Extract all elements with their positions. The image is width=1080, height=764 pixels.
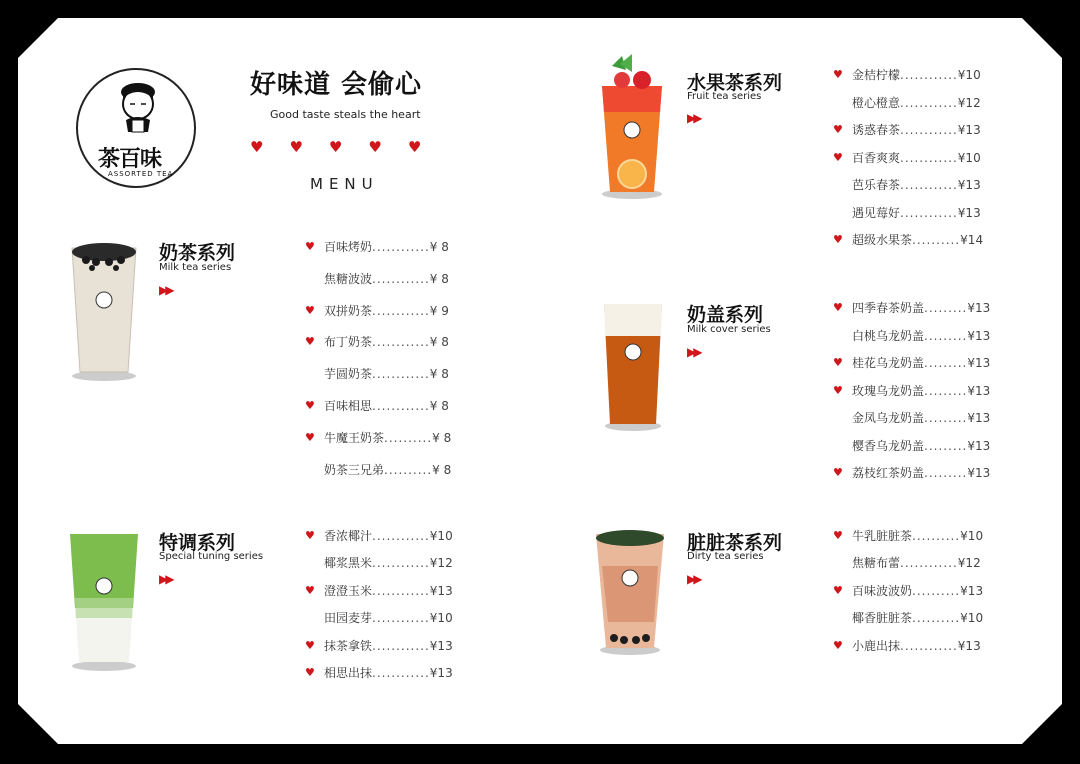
menu-heading: MENU	[310, 175, 379, 193]
heart-icon: ♥	[250, 138, 264, 156]
heart-icon: ♥	[305, 430, 315, 444]
item-price: ¥10	[960, 611, 984, 626]
item-price: ¥12	[429, 556, 453, 571]
menu-item	[852, 555, 981, 571]
menu-item	[324, 462, 451, 478]
menu-item	[324, 366, 449, 382]
fruit-tea-cup-image	[592, 52, 672, 202]
item-price: ¥ 8	[429, 335, 449, 350]
item-name: 澄澄玉米	[324, 583, 373, 598]
item-name: 芭乐春茶	[852, 178, 901, 192]
arrow-icon: ▶▶	[687, 345, 700, 359]
item-price: ¥13	[957, 205, 981, 220]
menu-item	[305, 528, 453, 544]
menu-item	[833, 355, 991, 371]
item-leader-dots: ............	[900, 205, 958, 220]
heart-icon: ♥	[833, 466, 843, 479]
item-name: 椰浆黑米	[324, 556, 373, 571]
menu-item	[833, 67, 981, 83]
menu-item	[833, 122, 981, 138]
heart-icon: ♥	[305, 335, 315, 349]
item-leader-dots: .........	[924, 328, 968, 343]
milk-tea-series-title: 奶茶系列	[159, 242, 236, 264]
menu-item	[833, 383, 991, 399]
item-price: ¥10	[429, 529, 453, 543]
heart-icon: ♥	[833, 301, 843, 314]
item-price: ¥13	[967, 383, 991, 398]
item-price: ¥12	[957, 556, 981, 571]
item-name: 牛魔王奶茶	[324, 430, 385, 445]
item-leader-dots: ..........	[384, 462, 433, 477]
item-name: 诱惑春茶	[852, 123, 901, 137]
menu-item	[833, 465, 991, 481]
menu-item	[852, 95, 981, 111]
heart-icon: ♥	[305, 240, 315, 253]
item-name: 桂花乌龙奶盖	[852, 356, 925, 370]
menu-item	[324, 610, 453, 626]
item-name: 百香爽爽	[852, 150, 901, 165]
item-name: 焦糖波波	[324, 271, 373, 286]
item-leader-dots: .........	[924, 466, 968, 480]
item-name: 布丁奶茶	[324, 335, 373, 350]
menu-item	[305, 583, 453, 599]
heart-icon: ♥	[289, 138, 303, 156]
item-price: ¥13	[957, 123, 981, 137]
menu-item	[833, 300, 991, 316]
item-name: 相思出抹	[324, 666, 373, 680]
item-leader-dots: ............	[372, 335, 430, 350]
menu-item	[833, 150, 981, 166]
item-name: 四季春茶奶盖	[852, 301, 925, 315]
hearts-decoration	[250, 140, 450, 155]
item-price: ¥14	[960, 233, 984, 247]
item-leader-dots: ............	[372, 240, 430, 254]
milk-tea-cup-image	[64, 238, 144, 383]
item-price: ¥10	[960, 529, 984, 543]
dirty-tea-series-subtitle: Dirty tea series	[687, 551, 764, 562]
heart-icon: ♥	[305, 529, 315, 542]
menu-item	[324, 555, 453, 571]
milk-cover-cup-image	[598, 300, 668, 432]
menu-item	[852, 410, 990, 426]
item-leader-dots: ............	[372, 666, 430, 680]
item-name: 田园麦芽	[324, 611, 373, 626]
item-leader-dots: ..........	[912, 583, 961, 598]
heart-icon: ♥	[328, 138, 343, 156]
item-name: 荔枝红茶奶盖	[852, 466, 925, 480]
item-price: ¥13	[967, 466, 991, 480]
item-leader-dots: ............	[900, 556, 958, 571]
item-price: ¥13	[957, 178, 981, 192]
item-leader-dots: ..........	[912, 233, 961, 247]
item-name: 奶茶三兄弟	[324, 462, 385, 477]
item-price: ¥13	[960, 583, 984, 598]
item-leader-dots: ............	[372, 399, 430, 413]
item-leader-dots: ............	[372, 271, 430, 286]
page-subtitle: Good taste steals the heart	[270, 108, 421, 121]
menu-item	[852, 610, 983, 626]
menu-item	[305, 334, 449, 350]
item-price: ¥ 9	[429, 303, 449, 318]
heart-icon: ♥	[833, 150, 843, 164]
dirty-tea-cup-image	[590, 526, 670, 656]
item-leader-dots: ............	[900, 68, 958, 82]
page-title: 好味道 会偷心	[250, 70, 423, 100]
item-price: ¥13	[967, 411, 991, 425]
logo-subtext: ASSORTED TEA	[108, 170, 174, 178]
heart-icon: ♥	[833, 68, 843, 81]
heart-icon: ♥	[833, 123, 843, 136]
item-leader-dots: ............	[372, 303, 430, 318]
item-leader-dots: ............	[372, 583, 430, 598]
menu-item	[305, 430, 452, 446]
item-price: ¥ 8	[432, 430, 452, 445]
heart-icon: ♥	[368, 138, 382, 156]
item-name: 芋圆奶茶	[324, 367, 373, 382]
milk-cover-series-title: 奶盖系列	[687, 304, 764, 326]
item-leader-dots: .........	[924, 411, 968, 425]
item-name: 焦糖布蕾	[852, 556, 901, 571]
arrow-icon: ▶▶	[159, 283, 172, 297]
heart-icon: ♥	[407, 138, 422, 156]
item-name: 白桃乌龙奶盖	[852, 328, 925, 343]
item-name: 抹茶拿铁	[324, 638, 373, 653]
item-name: 双拼奶茶	[324, 303, 373, 318]
item-price: ¥13	[967, 438, 991, 453]
item-leader-dots: ............	[372, 556, 430, 571]
item-leader-dots: ............	[372, 529, 430, 543]
heart-icon: ♥	[833, 583, 843, 597]
brand-logo	[76, 68, 196, 188]
item-name: 椰香脏脏茶	[852, 611, 913, 626]
item-price: ¥12	[957, 95, 981, 110]
item-name: 香浓椰汁	[324, 529, 373, 543]
item-name: 樱香乌龙奶盖	[852, 438, 925, 453]
item-name: 百味相思	[324, 399, 373, 413]
item-price: ¥ 8	[429, 271, 449, 286]
item-name: 超级水果茶	[852, 233, 913, 247]
menu-item	[852, 177, 981, 193]
menu-item	[852, 328, 990, 344]
item-price: ¥ 8	[429, 240, 449, 254]
item-price: ¥13	[429, 638, 453, 653]
item-price: ¥13	[967, 328, 991, 343]
menu-item	[305, 638, 453, 654]
menu-item	[305, 239, 449, 255]
fruit-tea-series-title: 水果茶系列	[687, 72, 783, 94]
arrow-icon: ▶▶	[159, 572, 172, 586]
item-leader-dots: ............	[900, 150, 958, 165]
menu-item	[833, 232, 984, 248]
item-name: 金桔柠檬	[852, 68, 901, 82]
item-price: ¥13	[429, 583, 453, 598]
item-leader-dots: ............	[372, 638, 430, 653]
special-series-title: 特调系列	[159, 532, 236, 554]
item-leader-dots: .........	[924, 438, 968, 453]
item-leader-dots: ............	[372, 367, 430, 382]
logo-wordmark: 茶百味	[98, 147, 162, 172]
heart-icon: ♥	[833, 529, 843, 542]
menu-item	[852, 205, 981, 221]
arrow-icon: ▶▶	[687, 572, 700, 586]
menu-item	[305, 665, 453, 681]
menu-item	[324, 271, 449, 287]
item-leader-dots: ............	[372, 611, 430, 626]
item-price: ¥ 8	[432, 462, 452, 477]
arrow-icon: ▶▶	[687, 111, 700, 125]
matcha-cup-image	[64, 528, 144, 673]
heart-icon: ♥	[833, 356, 843, 369]
item-leader-dots: ............	[900, 178, 958, 192]
item-name: 遇见莓好	[852, 205, 901, 220]
heart-icon: ♥	[833, 638, 843, 652]
dirty-tea-series-title: 脏脏茶系列	[687, 532, 783, 554]
item-name: 百味烤奶	[324, 240, 373, 254]
item-leader-dots: .........	[924, 301, 968, 315]
milk-cover-series-subtitle: Milk cover series	[687, 324, 771, 335]
item-price: ¥13	[957, 638, 981, 653]
item-name: 橙心橙意	[852, 95, 901, 110]
item-price: ¥ 8	[429, 399, 449, 413]
item-price: ¥10	[429, 611, 453, 626]
heart-icon: ♥	[833, 383, 843, 397]
fruit-tea-series-subtitle: Fruit tea series	[687, 91, 762, 102]
item-price: ¥10	[957, 68, 981, 82]
menu-item	[852, 438, 990, 454]
item-price: ¥ 8	[429, 367, 449, 382]
item-name: 小鹿出抹	[852, 638, 901, 653]
item-leader-dots: ............	[900, 638, 958, 653]
item-leader-dots: .........	[924, 356, 968, 370]
item-leader-dots: .........	[924, 383, 968, 398]
milk-tea-series-subtitle: Milk tea series	[159, 262, 232, 273]
menu-item	[833, 638, 981, 654]
menu-item	[833, 583, 984, 599]
menu-item	[305, 398, 449, 414]
special-series-subtitle: Special tuning series	[159, 551, 264, 562]
heart-icon: ♥	[305, 666, 315, 679]
item-name: 牛乳脏脏茶	[852, 529, 913, 543]
heart-icon: ♥	[305, 399, 315, 412]
heart-icon: ♥	[305, 638, 315, 652]
menu-item	[833, 528, 984, 544]
item-leader-dots: ..........	[912, 529, 961, 543]
item-price: ¥13	[429, 666, 453, 680]
menu-item	[305, 303, 449, 319]
heart-icon: ♥	[305, 583, 315, 597]
item-price: ¥13	[967, 301, 991, 315]
item-leader-dots: ............	[900, 95, 958, 110]
item-price: ¥13	[967, 356, 991, 370]
heart-icon: ♥	[305, 303, 315, 317]
item-name: 玫瑰乌龙奶盖	[852, 383, 925, 398]
item-leader-dots: ..........	[384, 430, 433, 445]
item-name: 百味波波奶	[852, 583, 913, 598]
item-name: 金凤乌龙奶盖	[852, 411, 925, 425]
item-leader-dots: ............	[900, 123, 958, 137]
item-leader-dots: ..........	[912, 611, 961, 626]
item-price: ¥10	[957, 150, 981, 165]
heart-icon: ♥	[833, 233, 843, 246]
